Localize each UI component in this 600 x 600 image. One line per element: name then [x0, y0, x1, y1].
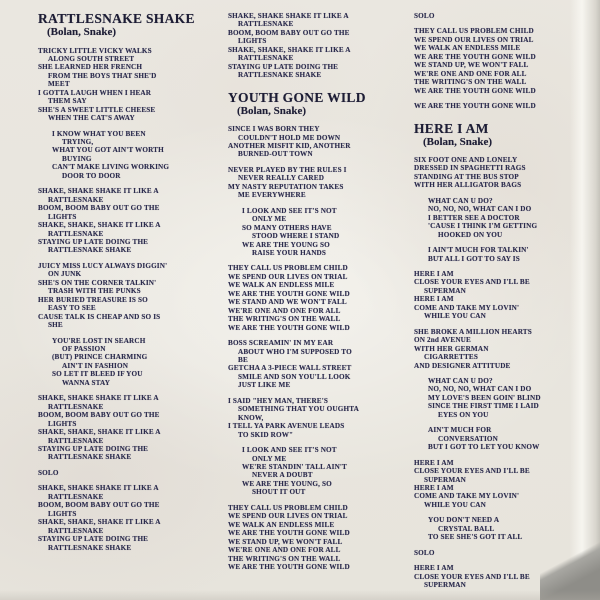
lyric-line: NEVER PLAYED BY THE RULES I: [228, 165, 347, 174]
lyric-line: SHOUT IT OUT: [252, 488, 306, 497]
lyric-line: RATTLESNAKE: [48, 436, 104, 445]
lyric-line: COME AND TAKE MY LOVIN': [414, 303, 520, 312]
lyric-line: I GOTTA LAUGH WHEN I HEAR: [38, 88, 152, 97]
lyric-line: STANDING AT THE BUS STOP: [414, 172, 519, 181]
lyric-line: SHE'S ON THE CORNER TALKIN': [38, 278, 157, 287]
lyric-line: RATTLESNAKE: [48, 492, 104, 501]
lyric-line: THEM SAY: [48, 97, 87, 106]
lyric-line: STAYING UP LATE DOING THE: [38, 535, 149, 544]
lyric-line: I SAID "HEY MAN, THERE'S: [228, 396, 329, 405]
lyric-line: NEVER REALLY CARED: [238, 174, 325, 183]
stanza: [228, 397, 410, 439]
lyric-line: WE ARE THE YOUTH GONE WILD: [414, 86, 536, 95]
lyric-line: SOLO: [414, 548, 435, 557]
lyric-line: CRYSTAL BALL: [438, 524, 495, 533]
lyric-line: RATTLESNAKE: [48, 229, 104, 238]
stanza: [414, 516, 592, 541]
lyric-line: WHILE YOU CAN: [424, 500, 486, 509]
lyric-line: WHAT YOU GOT AIN'T WORTH: [52, 146, 164, 155]
lyric-line: AIN'T MUCH FOR: [428, 426, 492, 435]
lyrics-column-1: [38, 12, 228, 559]
lyric-line: SHAKE, SHAKE SHAKE IT LIKE A: [228, 12, 349, 20]
stanza: [38, 262, 228, 330]
lyric-line: SUPERMAN: [424, 286, 466, 295]
lyric-line: WE SPEND OUR LIVES ON TRIAL: [414, 35, 534, 44]
lyric-line: WE ARE THE YOUTH GONE WILD: [414, 52, 536, 61]
lyric-line: RATTLESNAKE: [238, 54, 294, 63]
lyric-line: WE SPEND OUR LIVES ON TRIAL: [228, 272, 348, 281]
lyric-line: I BETTER SEE A DOCTOR: [428, 213, 520, 222]
lyric-line: ON JUNK: [48, 270, 82, 279]
lyric-line: CLOSE YOUR EYES AND I'LL BE: [414, 467, 530, 476]
lyric-line: THEY CALL US PROBLEM CHILD: [228, 264, 348, 273]
lyric-line: MY LOVE'S BEEN GOIN' BLIND: [428, 393, 541, 402]
lyric-line: I TELL YA PARK AVENUE LEADS: [228, 422, 345, 431]
stanza: [414, 27, 592, 95]
lyric-line: THE WRITING'S ON THE WALL: [228, 554, 341, 563]
lyric-line: I KNOW WHAT YOU BEEN: [52, 129, 146, 138]
lyric-line: KNOW,: [238, 413, 264, 422]
lyric-line: THEY CALL US PROBLEM CHILD: [414, 27, 534, 36]
lyric-line: WITH HER GERMAN: [414, 344, 489, 353]
lyric-line: WHEN THE CAT'S AWAY: [48, 114, 135, 123]
lyrics-column-3: [414, 12, 592, 597]
lyric-line: WE STAND UP, WE WON'T FALL: [228, 537, 343, 546]
lyric-line: CONVERSATION: [438, 434, 498, 443]
lyric-line: WE ARE THE YOUTH GONE WILD: [228, 289, 350, 298]
lyric-line: I LOOK AND SEE IT'S NOT: [242, 446, 337, 455]
lyric-line: CLOSE YOUR EYES AND I'LL BE: [414, 572, 530, 581]
lyric-line: GETCHA A 3-PIECE WALL STREET: [228, 364, 352, 373]
stanza: [414, 12, 592, 20]
lyric-line: ONLY ME: [252, 454, 287, 463]
lyric-line: YOU'RE LOST IN SEARCH: [52, 336, 146, 345]
stanza: [38, 337, 228, 388]
song-credit: (Bolan, Snake): [237, 104, 307, 117]
lyric-line: HERE I AM: [414, 458, 454, 467]
lyric-line: LIGHTS: [238, 37, 267, 46]
stanza: [228, 446, 410, 497]
stanza: [38, 394, 228, 462]
stanza: [38, 130, 228, 181]
lyric-line: THE WRITING'S ON THE WALL: [228, 315, 341, 324]
song-credit: (Bolan, Snake): [47, 26, 117, 38]
stanza: [414, 246, 592, 263]
lyric-line: WE WALK AN ENDLESS MILE: [414, 44, 521, 53]
lyric-line: WE ARE THE YOUNG SO: [242, 240, 330, 249]
lyric-line: CAN'T MAKE LIVING WORKING: [52, 163, 170, 172]
stanza: [228, 339, 410, 390]
stanza: [414, 426, 592, 451]
stanza: [414, 328, 592, 370]
lyric-line: WE ARE THE YOUNG, SO: [242, 479, 332, 488]
lyric-line: TRASH WITH THE PUNKS: [48, 287, 141, 296]
lyric-line: DRESSED IN SPAGHETTI RAGS: [414, 164, 526, 173]
lyric-line: EASY TO SEE: [48, 304, 96, 313]
lyric-line: RAISE YOUR HANDS: [252, 249, 327, 258]
lyric-line: RATTLESNAKE: [238, 20, 294, 29]
song-heading: [228, 91, 410, 118]
lyric-line: WE ARE THE YOUTH GONE WILD: [414, 102, 536, 111]
lyric-line: STAYING UP LATE DOING THE: [38, 238, 149, 247]
lyric-line: BOOM, BOOM BABY OUT GO THE: [38, 501, 160, 510]
lyric-line: SHAKE, SHAKE, SHAKE IT LIKE A: [38, 221, 161, 230]
lyric-line: WITH HER ALLIGATOR BAGS: [414, 181, 522, 190]
song-heading: [414, 122, 592, 149]
lyric-line: CIGARRETTES: [424, 353, 478, 362]
lyric-line: SINCE THE FIRST TIME I LAID: [428, 402, 539, 411]
lyric-line: SHAKE, SHAKE SHAKE IT LIKE A: [38, 187, 159, 196]
lyric-line: WHILE YOU CAN: [424, 312, 486, 321]
lyrics-column-2: [228, 12, 410, 578]
lyric-line: OF PASSION: [62, 345, 106, 353]
lyric-line: WE STAND UP, WE WON'T FALL: [414, 61, 529, 70]
lyric-line: BUT I GOT TO LET YOU KNOW: [428, 443, 540, 452]
lyric-line: SOLO: [38, 468, 59, 477]
stanza: [228, 12, 410, 80]
lyric-line: SHE'S A SWEET LITTLE CHEESE: [38, 105, 156, 114]
lyric-line: AND DESIGNER ATTITUDE: [414, 361, 511, 370]
lyric-line: LIGHTS: [48, 419, 77, 428]
lyric-line: CLOSE YOUR EYES AND I'LL BE: [414, 278, 530, 287]
lyric-line: TRICKY LITTLE VICKY WALKS: [38, 46, 152, 55]
lyric-line: RATTLESNAKE SHAKE: [48, 543, 132, 552]
stanza: [38, 484, 228, 552]
lyric-line: SO MANY OTHERS HAVE: [242, 223, 332, 232]
lyric-line: COME AND TAKE MY LOVIN': [414, 492, 520, 501]
lyric-line: WE WALK AN ENDLESS MILE: [228, 520, 335, 529]
lyric-line: RATTLESNAKE SHAKE: [48, 246, 132, 255]
lyric-line: WE'RE ONE AND ONE FOR ALL: [414, 69, 527, 78]
song-credit: (Bolan, Snake): [423, 135, 493, 148]
lyric-line: YOU DON'T NEED A: [428, 516, 500, 525]
song-title: HERE I AM: [414, 120, 489, 136]
stanza: [414, 102, 592, 110]
lyric-line: HERE I AM: [414, 270, 454, 279]
lyric-line: RATTLESNAKE: [48, 195, 104, 204]
lyric-line: MY NASTY REPUTATION TAKES: [228, 182, 344, 191]
lyric-line: SOMETHING THAT YOU OUGHTA: [238, 405, 359, 414]
lyric-line: FROM THE BOYS THAT SHE'D: [48, 71, 157, 80]
lyric-line: CAUSE TALK IS CHEAP AND SO IS: [38, 312, 161, 321]
stanza: [414, 459, 592, 510]
lyric-line: RATTLESNAKE: [48, 526, 104, 535]
lyric-line: STOOD WHERE I STAND: [252, 232, 340, 241]
lyric-line: RATTLESNAKE SHAKE: [238, 71, 322, 80]
lyric-line: COULDN'T HOLD ME DOWN: [238, 133, 341, 142]
lyric-line: SHAKE, SHAKE, SHAKE IT LIKE A: [38, 518, 161, 527]
stanza: [228, 264, 410, 332]
lyric-line: SO LET IT BLEED IF YOU: [52, 370, 143, 379]
lyric-line: EYES ON YOU: [438, 410, 489, 419]
lyric-line: ABOUT WHO I'M SUPPOSED TO: [238, 347, 352, 356]
lyric-line: WANNA STAY: [62, 378, 111, 387]
stanza: [414, 549, 592, 557]
lyric-line: SHE: [48, 321, 63, 330]
lyric-line: WE ARE THE YOUTH GONE WILD: [228, 323, 350, 332]
stanza: [414, 156, 592, 190]
lyric-line: WHAT CAN U DO?: [428, 196, 493, 205]
lyric-line: BE: [238, 356, 248, 364]
lyric-line: ME EVERYWHERE: [238, 191, 306, 200]
lyric-line: BUYING: [62, 154, 92, 163]
lyric-line: TO SEE SHE'S GOT IT ALL: [428, 533, 523, 542]
lyric-line: HERE I AM: [414, 295, 454, 304]
lyric-line: SMILE AND SON YOU'LL LOOK: [238, 372, 351, 381]
stanza: [228, 125, 410, 159]
lyric-line: NO, NO, NO, WHAT CAN I DO: [428, 205, 532, 214]
lyric-line: HERE I AM: [414, 564, 454, 573]
lyric-line: ONLY ME: [252, 215, 287, 224]
lyric-line: HER BURIED TREASURE IS SO: [38, 295, 148, 304]
stanza: [38, 469, 228, 477]
stanza: [414, 270, 592, 321]
lyric-line: SOLO: [414, 12, 435, 20]
lyric-line: BUT ALL I GOT TO SAY IS: [428, 254, 520, 263]
lyric-line: BOOM, BOOM BABY OUT GO THE: [38, 411, 160, 420]
lyric-line: LIGHTS: [48, 509, 77, 518]
lyric-line: HERE I AM: [414, 483, 454, 492]
stanza: [38, 47, 228, 123]
lyric-line: SHAKE, SHAKE, SHAKE IT LIKE A: [228, 45, 351, 54]
stanza: [228, 207, 410, 258]
lyric-line: TO SKID ROW": [238, 430, 294, 439]
lyric-line: LIGHTS: [48, 212, 77, 221]
stanza: [228, 504, 410, 572]
lyric-line: THEY CALL US PROBLEM CHILD: [228, 503, 348, 512]
lyric-line: SHAKE, SHAKE SHAKE IT LIKE A: [38, 484, 159, 493]
lyric-line: TRYING,: [62, 138, 94, 147]
stanza: [228, 166, 410, 200]
stanza: [414, 377, 592, 419]
lyric-line: SIX FOOT ONE AND LONELY: [414, 156, 518, 165]
stanza: [414, 197, 592, 239]
lyric-line: SHE LEARNED HER FRENCH: [38, 63, 143, 72]
song-title: YOUTH GONE WILD: [228, 89, 366, 105]
lyric-line: SINCE I WAS BORN THEY: [228, 125, 320, 134]
lyric-line: ALONG SOUTH STREET: [48, 54, 135, 63]
lyric-line: 'CAUSE I THINK I'M GETTING: [428, 222, 538, 231]
lyric-line: BOSS SCREAMIN' IN MY EAR: [228, 339, 334, 348]
lyric-line: I LOOK AND SEE IT'S NOT: [242, 206, 337, 215]
lyric-line: RATTLESNAKE SHAKE: [48, 453, 132, 462]
lyric-line: SHE BROKE A MILLION HEARTS: [414, 327, 532, 336]
lyric-line: HOOKED ON YOU: [438, 230, 503, 239]
lyric-line: ON 2nd AVENUE: [414, 336, 471, 345]
lyric-line: WE WALK AN ENDLESS MILE: [228, 281, 335, 290]
lyric-line: (BUT) PRINCE CHARMING: [52, 353, 148, 362]
lyric-line: SUPERMAN: [424, 581, 466, 590]
lyric-line: WE'RE ONE AND ONE FOR ALL: [228, 546, 341, 555]
lyric-line: I AIN'T MUCH FOR TALKIN': [428, 246, 529, 255]
lyric-line: NEVER A DOUBT: [252, 471, 313, 480]
stanza: [414, 564, 592, 589]
lyric-line: BOOM, BOOM BABY OUT GO THE: [38, 204, 160, 213]
lyric-line: JUST LIKE ME: [238, 381, 291, 390]
lyric-line: WE SPEND OUR LIVES ON TRIAL: [228, 512, 348, 521]
lyric-line: SUPERMAN: [424, 475, 466, 484]
lyric-line: WE STAND AND WE WON'T FALL: [228, 298, 347, 307]
lyric-line: JUICY MISS LUCY ALWAYS DIGGIN': [38, 261, 168, 270]
lyric-line: NO, NO, NO, WHAT CAN I DO: [428, 385, 532, 394]
lyric-line: WE ARE THE YOUTH GONE WILD: [228, 562, 350, 571]
lyric-line: RATTLESNAKE: [48, 402, 104, 411]
lyric-line: SHAKE, SHAKE, SHAKE IT LIKE A: [38, 428, 161, 437]
lyric-line: AIN'T IN FASHION: [62, 361, 129, 370]
lyric-line: WHAT CAN U DO?: [428, 377, 493, 385]
lyric-line: WE'RE STANDIN' TALL AIN'T: [242, 462, 347, 471]
lyric-line: WE'RE ONE AND ONE FOR ALL: [228, 306, 341, 315]
lyric-line: BURNED-OUT TOWN: [238, 150, 313, 159]
lyric-line: THE WRITING'S ON THE WALL: [414, 78, 527, 87]
lyric-line: DOOR TO DOOR: [62, 171, 121, 180]
song-heading: [38, 12, 228, 39]
stanza: [38, 187, 228, 255]
lyric-line: STAYING UP LATE DOING THE: [38, 444, 149, 453]
lyric-line: MEET: [48, 80, 70, 89]
song-title: RATTLESNAKE SHAKE: [38, 11, 195, 26]
lyric-line: STAYING UP LATE DOING THE: [228, 62, 339, 71]
lyric-line: ANOTHER MISFIT KID, ANOTHER: [228, 142, 351, 151]
lyric-line: BOOM, BOOM BABY OUT GO THE: [228, 28, 350, 37]
lyric-line: WE ARE THE YOUTH GONE WILD: [228, 529, 350, 538]
lyric-line: SHAKE, SHAKE SHAKE IT LIKE A: [38, 394, 159, 403]
